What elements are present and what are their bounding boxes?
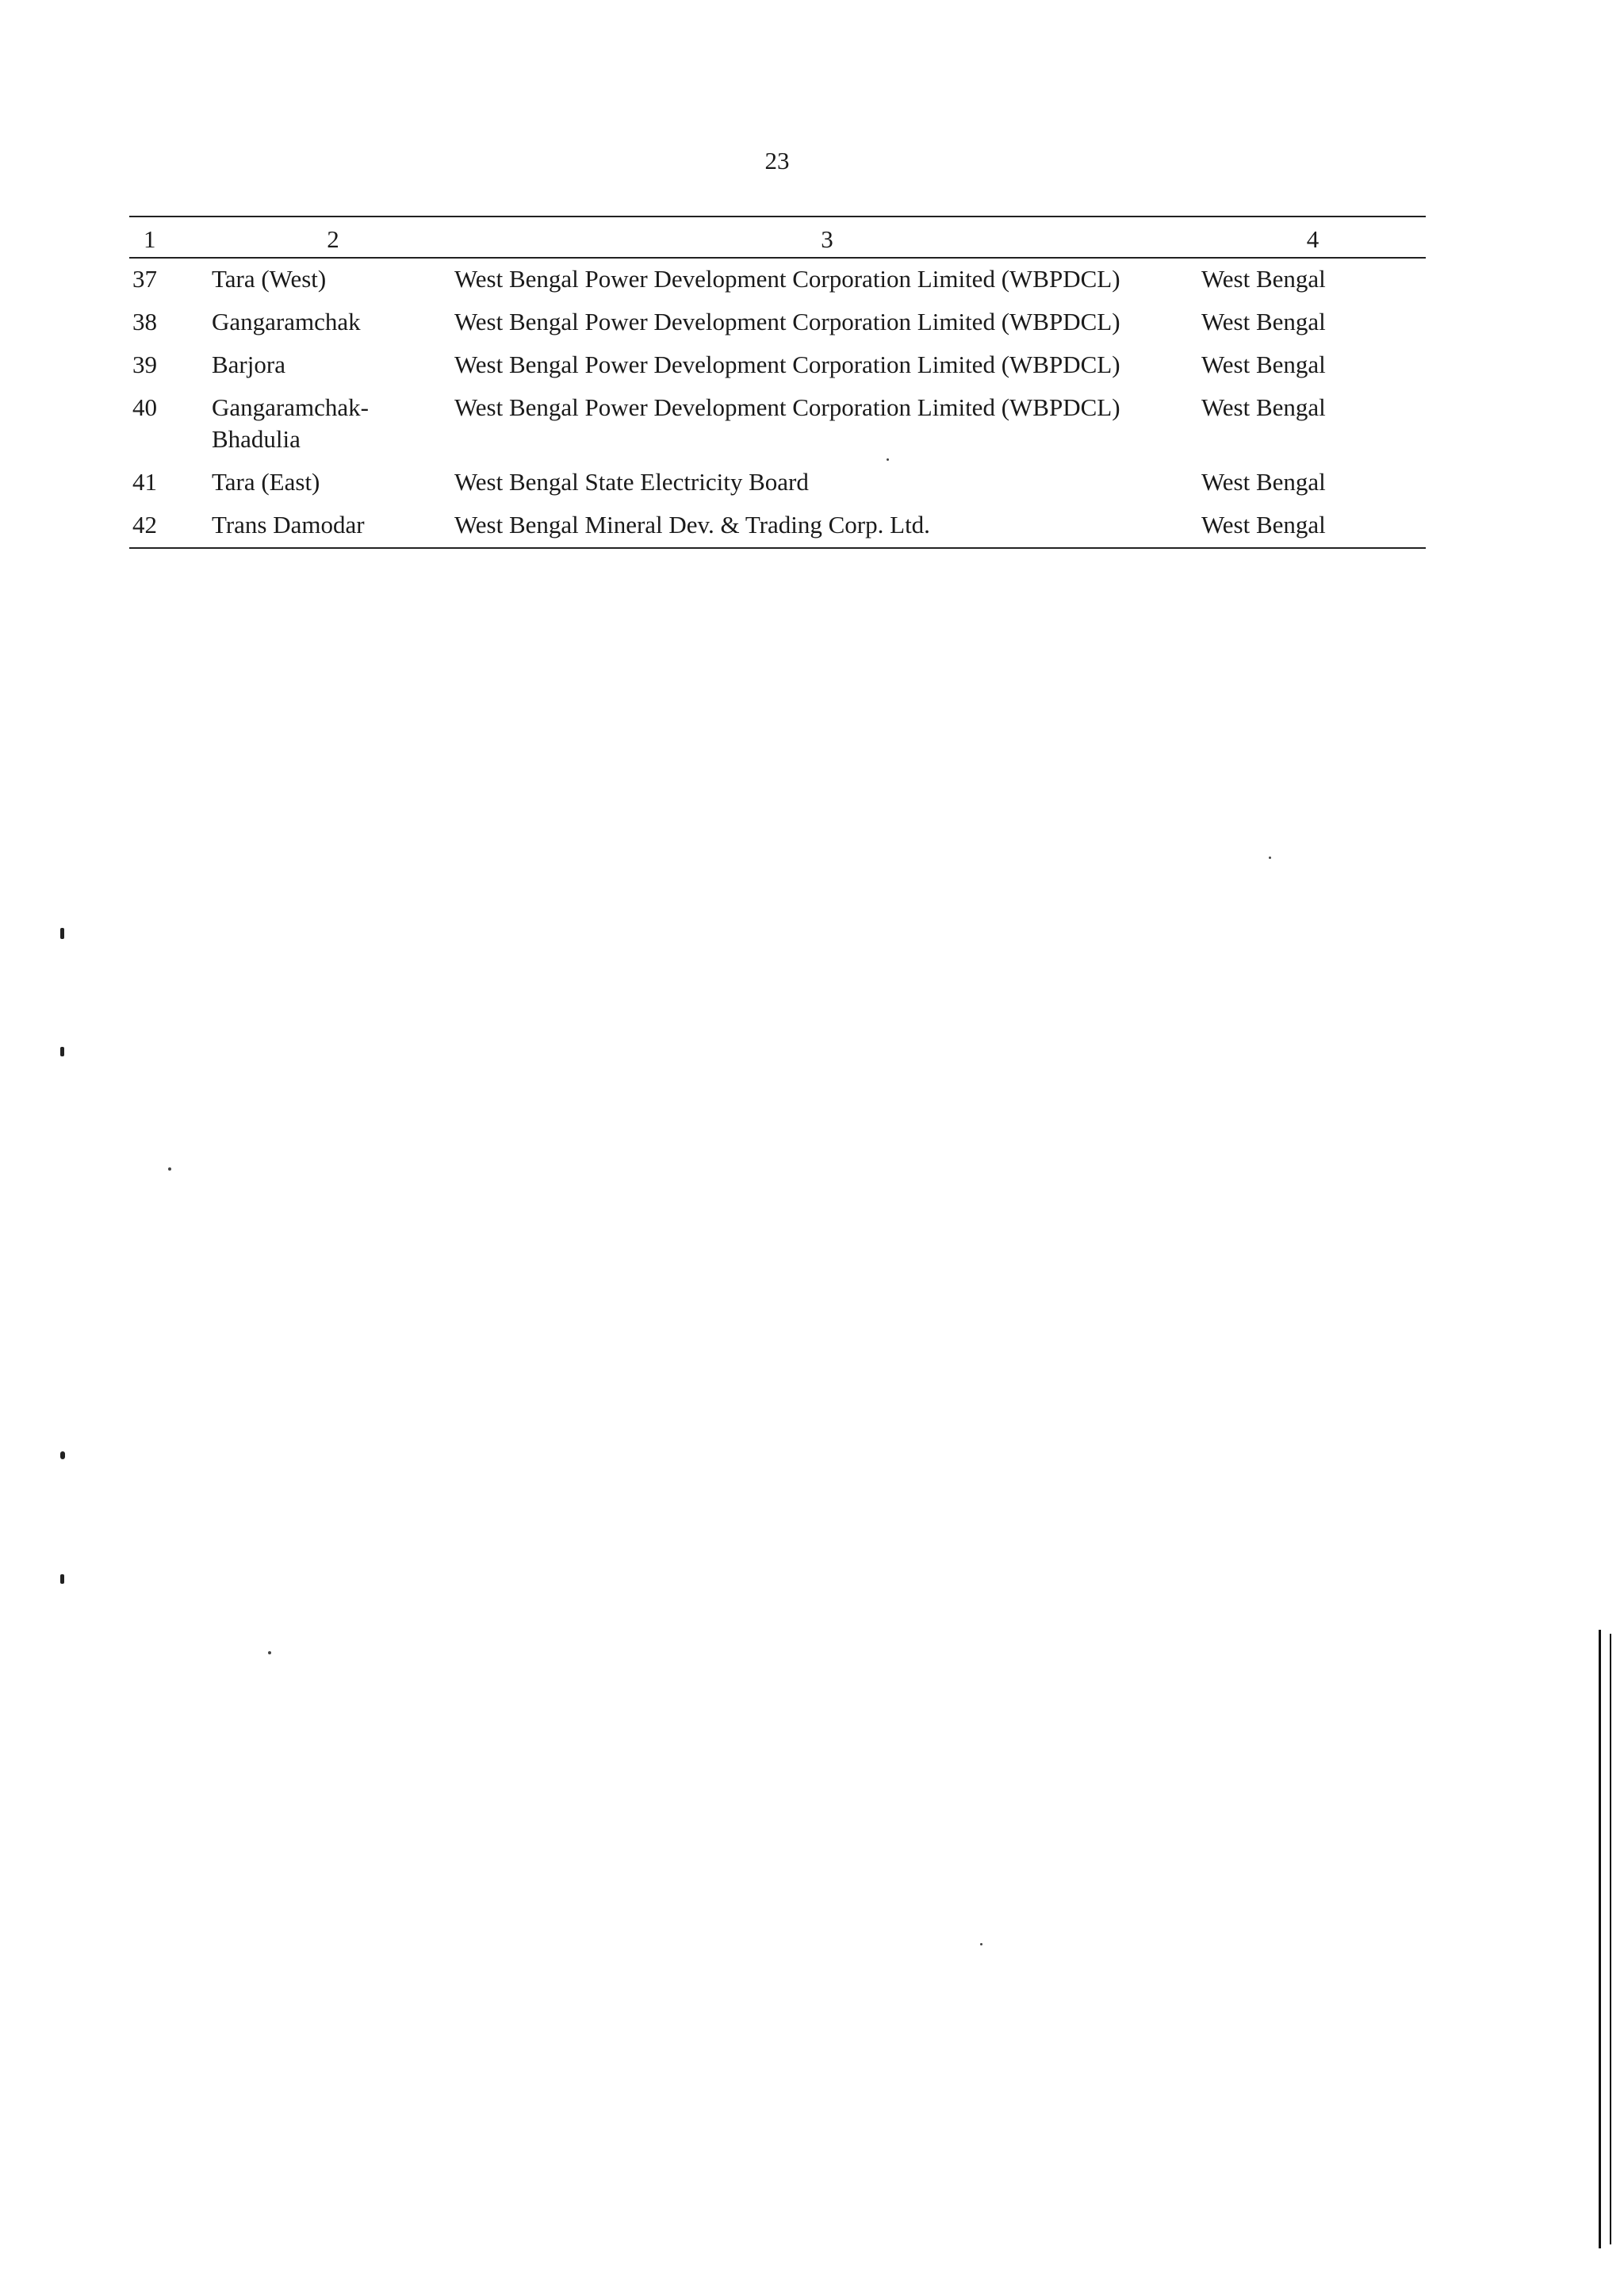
coal-block-name: Gangaramchak [212,308,361,335]
scan-binding-line [1610,1634,1611,2244]
scan-speck [268,1651,271,1654]
company-name: West Bengal State Electricity Board [454,468,809,496]
state-name: West Bengal [1201,265,1326,293]
row-number: 37 [132,265,157,293]
scan-speck [60,1574,64,1584]
column-header-2: 2 [327,225,339,253]
column-header-4: 4 [1306,225,1320,253]
state-name: West Bengal [1201,511,1326,539]
company-name: West Bengal Power Development Corporation Limited (WBPDCL) [454,265,1120,293]
coal-block-name: Barjora [212,351,285,378]
table-row [129,344,1426,387]
company-name: West Bengal Power Development Corporation Limited (WBPDCL) [454,393,1120,421]
company-name: West Bengal Mineral Dev. & Trading Corp. Ltd. [454,511,930,539]
state-name: West Bengal [1201,468,1326,496]
coal-block-allocation-table [129,216,1426,549]
table-header-row [129,217,1426,258]
scan-speck [60,1451,65,1459]
scan-speck [980,1943,982,1945]
scan-speck [60,1047,64,1056]
coal-block-name: Tara (West) [212,265,327,293]
coal-block-name: Trans Damodar [212,511,365,539]
table-row [129,387,1426,462]
coal-block-name: Gangaramchak- Bhadulia [212,393,369,453]
row-number: 40 [132,393,157,421]
row-number: 39 [132,351,157,378]
scan-speck [887,458,889,461]
table-row [129,504,1426,548]
row-number: 38 [132,308,157,335]
company-name: West Bengal Power Development Corporation Limited (WBPDCL) [454,308,1120,335]
row-number: 41 [132,468,157,496]
state-name: West Bengal [1201,308,1326,335]
column-header-1: 1 [144,225,156,253]
scan-speck [168,1167,171,1171]
row-number: 42 [132,511,157,539]
page-number: 23 [764,147,790,174]
column-header-3: 3 [821,225,833,253]
scan-binding-line [1599,1630,1601,2248]
table-row [129,301,1426,344]
state-name: West Bengal [1201,351,1326,378]
scan-speck [1269,857,1271,859]
coal-block-name: Tara (East) [212,468,320,496]
table-row [129,258,1426,301]
scan-speck [60,928,64,939]
state-name: West Bengal [1201,393,1326,421]
company-name: West Bengal Power Development Corporation Limited (WBPDCL) [454,351,1120,378]
table-row [129,462,1426,504]
